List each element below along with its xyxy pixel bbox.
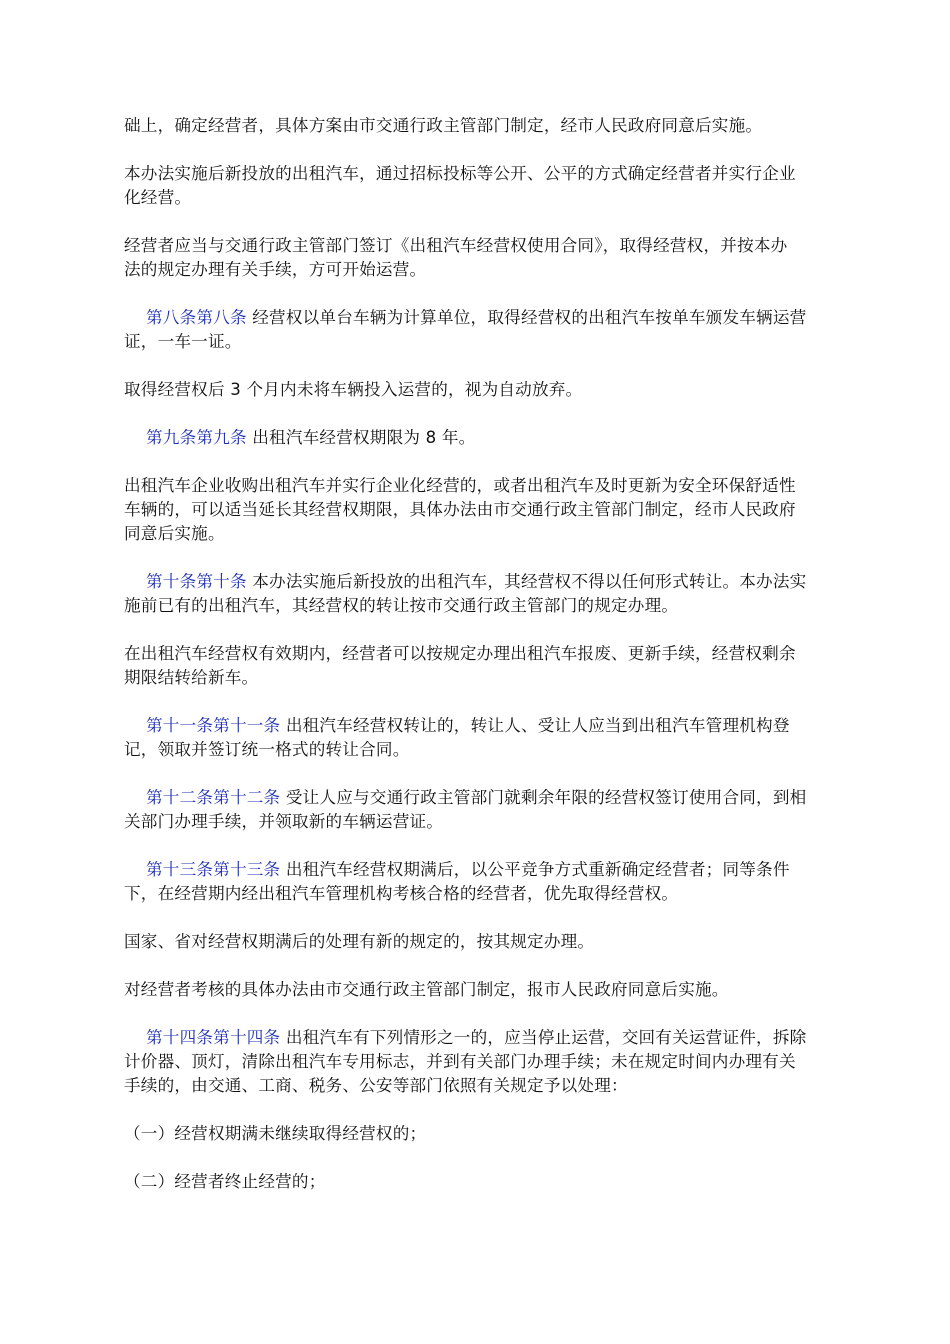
article-paragraph: 第十条第十条 本办法实施后新投放的出租汽车，其经营权不得以任何形式转让。本办法实 施前已有的出租汽车，其经营权的转让按市交通行政主管部门的规定办理。 bbox=[124, 572, 807, 615]
article-number: 第十四条第十四条 bbox=[146, 1028, 281, 1047]
paragraph: 国家、省对经营权期满后的处理有新的规定的，按其规定办理。 bbox=[124, 932, 595, 951]
article-paragraph: 第八条第八条 经营权以单台车辆为计算单位，取得经营权的出租汽车按单车颁发车辆运营 证，一车一证。 bbox=[124, 308, 807, 351]
article-paragraph: 第十一条第十一条 出租汽车经营权转让的，转让人、受让人应当到出租汽车管理机构登 记，领取并签订统一格式的转让合同。 bbox=[124, 716, 790, 759]
article-paragraph: 第十三条第十三条 出租汽车经营权期满后，以公平竞争方式重新确定经营者；同等条件 下，在经营期内经出租汽车管理机构考核合格的经营者，优先取得经营权。 bbox=[124, 860, 790, 903]
paragraph: 础上，确定经营者，具体方案由市交通行政主管部门制定，经市人民政府同意后实施。 bbox=[124, 116, 763, 135]
list-item: （二）经营者终止经营的； bbox=[124, 1172, 326, 1191]
paragraph: 本办法实施后新投放的出租汽车，通过招标投标等公开、公平的方式确定经营者并实行企业 化经营。 bbox=[124, 164, 796, 207]
article-paragraph: 第九条第九条 出租汽车经营权期限为 8 年。 bbox=[146, 428, 476, 447]
article-number: 第十一条第十一条 bbox=[146, 716, 281, 735]
list-item: （一）经营权期满未继续取得经营权的； bbox=[124, 1124, 427, 1143]
paragraph: 对经营者考核的具体办法由市交通行政主管部门制定，报市人民政府同意后实施。 bbox=[124, 980, 729, 999]
article-number: 第十二条第十二条 bbox=[146, 788, 281, 807]
article-number: 第十条第十条 bbox=[146, 572, 247, 591]
article-paragraph: 第十二条第十二条 受让人应与交通行政主管部门就剩余年限的经营权签订使用合同，到相 关部门办理手续，并领取新的车辆运营证。 bbox=[124, 788, 807, 831]
paragraph: 经营者应当与交通行政主管部门签订《出租汽车经营权使用合同》，取得经营权，并按本办 法的规定办理有关手续，方可开始运营。 bbox=[124, 236, 788, 279]
paragraph: 出租汽车企业收购出租汽车并实行企业化经营的，或者出租汽车及时更新为安全环保舒适性 车辆的，可以适当延长其经营权期限，具体办法由市交通行政主管部门制定，经市人民政府 同意后实施。 bbox=[124, 476, 796, 543]
article-paragraph: 第十四条第十四条 出租汽车有下列情形之一的，应当停止运营，交回有关运营证件，拆除 计价器、顶灯，清除出租汽车专用标志，并到有关部门办理手续；未在规定时间内办理有关 手续的，由交通、工商、税务、公安等部门依照有关规定予以处理： bbox=[124, 1028, 807, 1095]
article-number: 第九条第九条 bbox=[146, 428, 247, 447]
article-number: 第十三条第十三条 bbox=[146, 860, 281, 879]
article-number: 第八条第八条 bbox=[146, 308, 247, 327]
paragraph: 取得经营权后 3 个月内未将车辆投入运营的，视为自动放弃。 bbox=[124, 380, 583, 399]
paragraph: 在出租汽车经营权有效期内，经营者可以按规定办理出租汽车报废、更新手续，经营权剩余 期限结转给新车。 bbox=[124, 644, 796, 687]
